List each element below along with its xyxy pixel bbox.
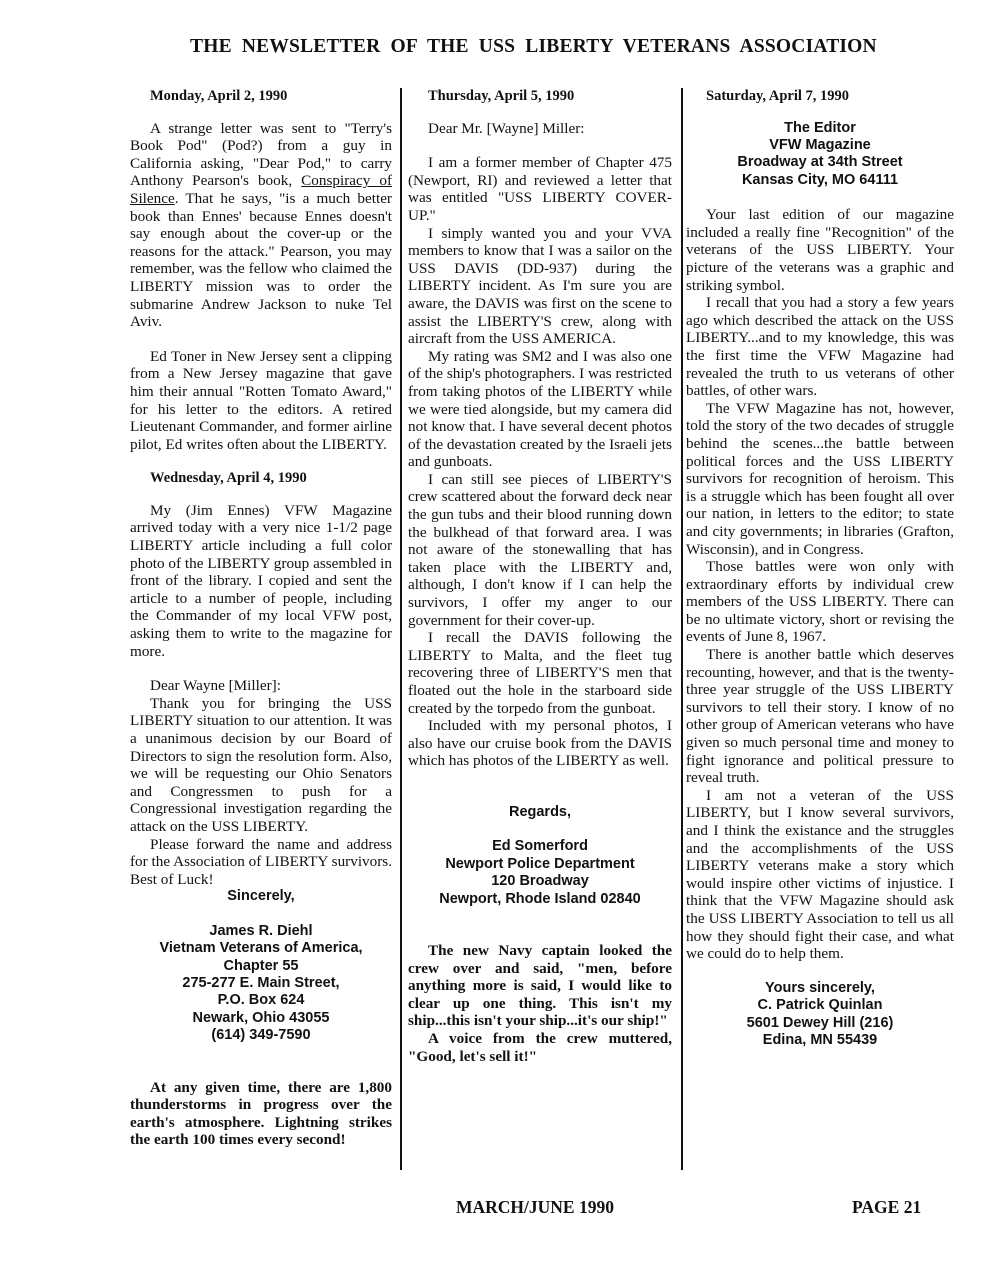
filler-item: A voice from the crew muttered, "Good, let's sell it!" xyxy=(408,1029,672,1065)
signature-line: James R. Diehl xyxy=(209,922,313,939)
salutation: Dear Wayne [Miller]: xyxy=(150,677,281,695)
signature-line: Vietnam Veterans of America, xyxy=(159,940,363,957)
paragraph: Thank you for bringing the USS LIBERTY situation to our attention. It was a unanimous decision by our Board of Directors to sign the resolution form. Also, we will be requesting our Ohio Senators and Congressmen to push for a Congressional investigation regarding the attack on the USS LIBERTY. xyxy=(130,694,392,835)
salutation: Dear Mr. [Wayne] Miller: xyxy=(428,119,585,137)
issue-date: MARCH/JUNE 1990 xyxy=(456,1197,614,1217)
paragraph: Ed Toner in New Jersey sent a clipping from a New Jersey magazine that gave him their annual "Rotten Tomato Award," for his letter to the editors. A retired Lieutenant Commander, and former airline pilot, Ed writes often about the LIBERTY. xyxy=(130,347,392,453)
closing: Sincerely, xyxy=(227,888,295,905)
signature-line: 275-277 E. Main Street, xyxy=(182,974,340,991)
newsletter-masthead: THE NEWSLETTER OF THE USS LIBERTY VETERANS ASSOCIATION xyxy=(190,36,877,57)
address-line: Kansas City, MO 64111 xyxy=(741,171,899,188)
paragraph: Those battles were won only with extraordinary efforts by individual crew members of the USS LIBERTY. There can be no ultimate victory, short or revising the events of June 8, 1967. xyxy=(686,558,954,646)
entry-date: Monday, April 2, 1990 xyxy=(150,88,288,104)
address-line: VFW Magazine xyxy=(769,137,871,153)
entry-date: Thursday, April 5, 1990 xyxy=(428,88,575,104)
paragraph-text: A strange letter was sent to "Terry's Book Pod" (Pod?) from a guy in California asking, "Dear Pod," to carry Anthony Pearson's book, xyxy=(130,119,392,190)
signature-line: Newport Police Department xyxy=(445,855,635,872)
page-number: PAGE 21 xyxy=(852,1197,922,1217)
paragraph: My rating was SM2 and I was also one of the ship's photographers. I was restricted from taking photos of the LIBERTY while we were tied alongside, but my camera did not know that. I have several decent photos of the devastation created by the Israeli jets and gunboats. xyxy=(408,347,672,471)
paragraph: I can still see pieces of LIBERTY'S crew scattered about the forward deck near the gun tubs and their blood running down the bulkhead of that forward area. I was not aware of the stonewalling that has taken place with the LIBERTY and, although, I don't know if I can help the survivors, I offer my anger to our government for their cover-up. xyxy=(408,470,672,629)
signature-line: 120 Broadway xyxy=(491,873,589,890)
paragraph: There is another battle which deserves recounting, however, and that is the twenty-three year struggle of the USS LIBERTY survivors to tell their story. I know of no other group of American veterans who have given so much personal time and money to fight ignorance and political pressure to reveal truth. xyxy=(686,646,954,787)
column-1 xyxy=(130,88,392,1149)
column-3 xyxy=(686,88,954,1049)
signature-line: (614) 349-7590 xyxy=(211,1027,311,1044)
signature-line: Newark, Ohio 43055 xyxy=(192,1009,330,1026)
paragraph: Included with my personal photos, I also have our cruise book from the DAVIS which has photos of the LIBERTY as well. xyxy=(408,717,672,770)
book-title: Conspiracy of Silence xyxy=(130,172,393,207)
signature-block xyxy=(130,923,392,1045)
paragraph-text: . That he says, "is a much better book than Ennes' because Ennes doesn't say enough about the cover-up or the reasons for the attack." Pearson, you may remember, was the fellow who claimed the LIBERTY mission was to order the submarine Andrew Jackson to nuke Tel Aviv. xyxy=(130,189,392,331)
paragraph: The VFW Magazine has not, however, told the story of the two decades of struggle behind the scenes...the battle between political forces and the USS LIBERTY survivors for recognition of heroism. This is a struggle which has been fought all over our nation, in letters to the editor; to state and city governments; in libraries (Grafton, Wisconsin), and in Congress. xyxy=(686,399,954,558)
column-divider xyxy=(400,88,402,1170)
signature-line: P.O. Box 624 xyxy=(217,992,305,1009)
column-divider xyxy=(681,88,683,1170)
signature-block xyxy=(408,838,672,908)
paragraph: I recall that you had a story a few years ago which described the attack on the USS LIBERTY...and to my knowledge, this was the first time the VFW Magazine had revealed the truth to us veterans of other battles, of other wars. xyxy=(686,294,954,400)
paragraph: I am not a veteran of the USS LIBERTY, but I know several survivors, and I think the existance and the struggles and the accomplishments of the USS LIBERTY veterans make a story which would inspire other victims of injustice. I think that the VFW Magazine should ask the USS LIBERTY Association to tell us all how they should fight their case, and what we could do to help them. xyxy=(686,786,954,963)
signature-line: Chapter 55 xyxy=(223,957,299,974)
paragraph: My (Jim Ennes) VFW Magazine arrived today with a very nice 1-1/2 page LIBERTY article including a full color photo of the LIBERTY group assembled in front of the library. I copied and sent the article to a number of people, including the Commander of my local VFW post, asking them to write to the magazine for more. xyxy=(130,501,392,660)
paragraph: Your last edition of our magazine included a really fine "Recognition" of the veterans of the USS LIBERTY. Your picture of the veterans was a graphic and striking symbol. xyxy=(686,206,954,294)
entry-date: Saturday, April 7, 1990 xyxy=(706,88,850,104)
closing: Regards, xyxy=(508,803,572,820)
closing: Yours sincerely, xyxy=(765,979,875,996)
paragraph: I simply wanted you and your VVA members to know that I was a sailor on the USS DAVIS (DD-937) during the LIBERTY incident. As I'm sure you are aware, the DAVIS was first on the scene to assist the LIBERTY'S crew, along with aircraft from the USS AMERICA. xyxy=(408,224,672,348)
column-2 xyxy=(408,88,672,1065)
paragraph xyxy=(130,120,392,331)
address-line: Broadway at 34th Street xyxy=(737,154,903,171)
address-line: The Editor xyxy=(784,119,856,136)
signature-line: Newport, Rhode Island 02840 xyxy=(439,890,641,907)
filler-item: The new Navy captain looked the crew over and said, "men, before anything more is said, I would like to clear up one thing. This isn't my ship...this isn't your ship...it's our ship!" xyxy=(408,942,672,1030)
signature-line: 5601 Dewey Hill (216) xyxy=(746,1014,894,1031)
paragraph: I recall the DAVIS following the LIBERTY to Malta, and the fleet tug recovering three of LIBERTY'S men that floated out the hole in the starboard side created by the torpedo from the gunboat. xyxy=(408,629,672,717)
paragraph: I am a former member of Chapter 475 (Newport, RI) and reviewed a letter that was entitled "USS LIBERTY COVER-UP." xyxy=(408,154,672,224)
entry-date: Wednesday, April 4, 1990 xyxy=(150,470,307,487)
recipient-address xyxy=(686,120,954,190)
filler-item: At any given time, there are 1,800 thunderstorms in progress over the earth's atmosphere. Lightning strikes the earth 100 times every second! xyxy=(130,1078,392,1149)
signature-line: Ed Somerford xyxy=(492,838,588,855)
signature-line: C. Patrick Quinlan xyxy=(757,997,883,1014)
paragraph: Please forward the name and address for the Association of LIBERTY survivors. Best of Luck! xyxy=(130,835,392,888)
signature-line: Edina, MN 55439 xyxy=(762,1031,878,1048)
signature-block xyxy=(686,980,954,1050)
